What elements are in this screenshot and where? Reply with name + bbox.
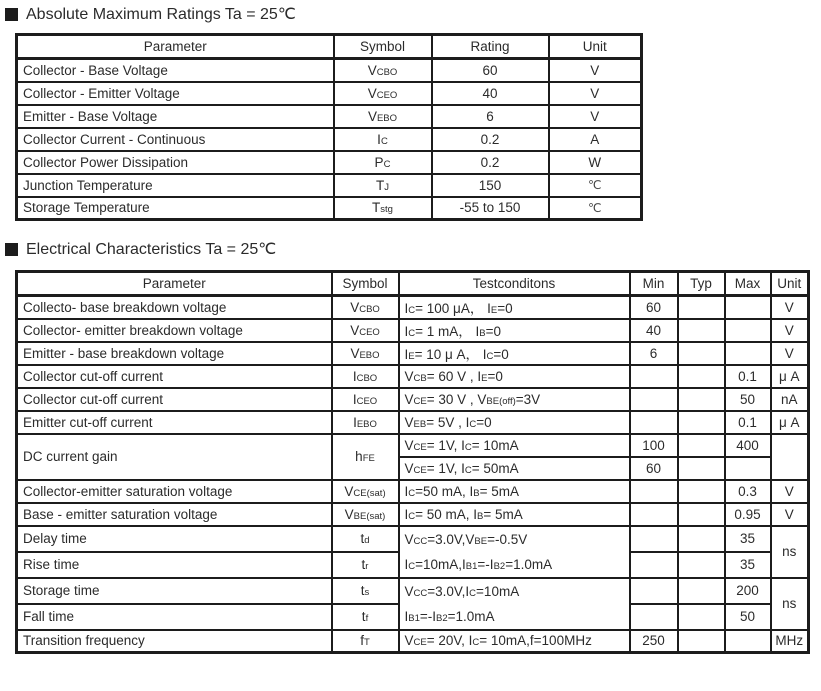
symbol-cell: IC [334, 128, 432, 151]
max-cell: 0.95 [725, 503, 771, 526]
param-cell: Junction Temperature [17, 174, 334, 197]
symbol-cell: VCBO [332, 296, 399, 319]
min-cell: 60 [630, 296, 678, 319]
section-marker-icon [5, 243, 18, 256]
header-cell-unit: Unit [771, 272, 809, 296]
param-cell: Base - emitter saturation voltage [17, 503, 332, 526]
param-cell: Collector - Base Voltage [17, 59, 334, 82]
max-cell: 50 [725, 604, 771, 630]
table-row [17, 105, 642, 128]
max-cell: 200 [725, 578, 771, 604]
param-cell: Collector Current - Continuous [17, 128, 334, 151]
table-row [17, 388, 809, 411]
table-row [17, 411, 809, 434]
table-row [17, 128, 642, 151]
cond-line: IB1=-IB2=1.0mA [404, 608, 495, 624]
rating-cell: 0.2 [432, 128, 549, 151]
param-cell: Emitter - Base Voltage [17, 105, 334, 128]
unit-cell: V [771, 296, 809, 319]
typ-cell [678, 365, 725, 388]
max-cell: 0.1 [725, 411, 771, 434]
table-row [17, 296, 809, 319]
symbol-cell: IEBO [332, 411, 399, 434]
min-cell: 40 [630, 319, 678, 342]
rating-cell: 0.2 [432, 151, 549, 174]
unit-cell: V [549, 59, 642, 82]
typ-cell [678, 630, 725, 653]
param-cell: Transition frequency [17, 630, 332, 653]
min-cell [630, 388, 678, 411]
cond-cell: IC=50 mA, IB= 5mA [399, 480, 630, 503]
min-cell [630, 604, 678, 630]
symbol-cell: TJ [334, 174, 432, 197]
param-cell: Delay time [17, 526, 332, 552]
min-cell [630, 503, 678, 526]
absolute-maximum-ratings-table [15, 33, 643, 221]
unit-cell: V [549, 82, 642, 105]
rating-cell: 6 [432, 105, 549, 128]
header-cell-max: Max [725, 272, 771, 296]
table-header-row [17, 35, 642, 59]
param-cell: Storage Temperature [17, 197, 334, 220]
table-row [17, 319, 809, 342]
min-cell: 250 [630, 630, 678, 653]
header-cell-symbol: Symbol [332, 272, 399, 296]
unit-cell [771, 434, 809, 480]
symbol-cell: VBE(sat) [332, 503, 399, 526]
rating-cell: 60 [432, 59, 549, 82]
cond-cell: VEB= 5V , IC=0 [399, 411, 630, 434]
cond-cell: VCE= 1V, IC= 50mA [399, 457, 630, 480]
param-cell: Rise time [17, 552, 332, 578]
cond-cell: VCE= 20V, IC= 10mA,f=100MHz [399, 630, 630, 653]
typ-cell [678, 578, 725, 604]
header-cell-min: Min [630, 272, 678, 296]
unit-cell: W [549, 151, 642, 174]
header-cell-parameter: Parameter [17, 272, 332, 296]
unit-cell: ℃ [549, 174, 642, 197]
unit-cell: MHz [771, 630, 809, 653]
param-cell: Fall time [17, 604, 332, 630]
param-cell: Collector-emitter saturation voltage [17, 480, 332, 503]
max-cell [725, 319, 771, 342]
cond-cell: VCB= 60 V , IE=0 [399, 365, 630, 388]
param-cell: Storage time [17, 578, 332, 604]
param-cell: Collector cut-off current [17, 388, 332, 411]
param-cell: Collecto- base breakdown voltage [17, 296, 332, 319]
header-cell-parameter: Parameter [17, 35, 334, 59]
cond-line: VCC=3.0V,IC=10mA [404, 583, 520, 599]
section-title-absolute-maximum-ratings [5, 3, 821, 25]
min-cell [630, 365, 678, 388]
typ-cell [678, 411, 725, 434]
unit-cell: V [771, 342, 809, 365]
rating-cell: 150 [432, 174, 549, 197]
rating-cell: -55 to 150 [432, 197, 549, 220]
max-cell: 0.3 [725, 480, 771, 503]
table-row [17, 526, 809, 552]
symbol-cell: ICEO [332, 388, 399, 411]
typ-cell [678, 296, 725, 319]
param-cell: Emitter cut-off current [17, 411, 332, 434]
section-title-text: Absolute Maximum Ratings Ta = 25℃ [26, 6, 296, 23]
section-title-electrical-characteristics [5, 238, 821, 260]
table-row [17, 480, 809, 503]
table-row [17, 365, 809, 388]
unit-cell: ℃ [549, 197, 642, 220]
table-row [17, 342, 809, 365]
symbol-cell: ICBO [332, 365, 399, 388]
cond-cell: IE= 10 μ A， IC=0 [399, 342, 630, 365]
header-cell-rating: Rating [432, 35, 549, 59]
typ-cell [678, 552, 725, 578]
typ-cell [678, 388, 725, 411]
symbol-cell: tr [332, 552, 399, 578]
table-row [17, 503, 809, 526]
rating-cell: 40 [432, 82, 549, 105]
cond-cell [399, 526, 630, 578]
symbol-cell: PC [334, 151, 432, 174]
min-cell [630, 526, 678, 552]
max-cell: 35 [725, 526, 771, 552]
table-row [17, 434, 809, 457]
max-cell: 400 [725, 434, 771, 457]
symbol-cell: VCE(sat) [332, 480, 399, 503]
symbol-cell: VCEO [334, 82, 432, 105]
min-cell [630, 578, 678, 604]
typ-cell [678, 342, 725, 365]
cond-cell: IC= 50 mA, IB= 5mA [399, 503, 630, 526]
symbol-cell: tf [332, 604, 399, 630]
table-row [17, 630, 809, 653]
cond-cell: VCE= 30 V , VBE(off)=3V [399, 388, 630, 411]
symbol-cell: VEBO [334, 105, 432, 128]
header-cell-unit: Unit [549, 35, 642, 59]
symbol-cell: VCBO [334, 59, 432, 82]
electrical-characteristics-table [15, 270, 810, 654]
symbol-cell: VCEO [332, 319, 399, 342]
param-cell: Collector - Emitter Voltage [17, 82, 334, 105]
table-row [17, 197, 642, 220]
symbol-cell: Tstg [334, 197, 432, 220]
cond-line: VCC=3.0V,VBE=-0.5V [404, 531, 528, 547]
section-title-text: Electrical Characteristics Ta = 25℃ [26, 241, 277, 258]
max-cell: 35 [725, 552, 771, 578]
min-cell: 60 [630, 457, 678, 480]
unit-cell: V [771, 503, 809, 526]
table-row [17, 578, 809, 604]
max-cell [725, 342, 771, 365]
cond-cell: IC= 100 μA， IE=0 [399, 296, 630, 319]
unit-cell: A [549, 128, 642, 151]
max-cell [725, 457, 771, 480]
min-cell [630, 552, 678, 578]
table-row [17, 174, 642, 197]
unit-cell: ns [771, 578, 809, 630]
header-cell-symbol: Symbol [334, 35, 432, 59]
unit-cell: μ A [771, 365, 809, 388]
typ-cell [678, 457, 725, 480]
typ-cell [678, 480, 725, 503]
max-cell [725, 630, 771, 653]
param-cell: DC current gain [17, 434, 332, 480]
unit-cell: V [549, 105, 642, 128]
min-cell: 6 [630, 342, 678, 365]
param-cell: Emitter - base breakdown voltage [17, 342, 332, 365]
min-cell: 100 [630, 434, 678, 457]
typ-cell [678, 319, 725, 342]
param-cell: Collector Power Dissipation [17, 151, 334, 174]
header-cell-typ: Typ [678, 272, 725, 296]
unit-cell: ns [771, 526, 809, 578]
max-cell: 0.1 [725, 365, 771, 388]
typ-cell [678, 526, 725, 552]
unit-cell: μ A [771, 411, 809, 434]
symbol-cell: td [332, 526, 399, 552]
symbol-cell: VEBO [332, 342, 399, 365]
symbol-cell: ts [332, 578, 399, 604]
cond-cell: IC= 1 mA， IB=0 [399, 319, 630, 342]
typ-cell [678, 434, 725, 457]
cond-line: IC=10mA,IB1=-IB2=1.0mA [404, 556, 553, 572]
table-row [17, 59, 642, 82]
table-header-row [17, 272, 809, 296]
symbol-cell: hFE [332, 434, 399, 480]
header-cell-testconditions: Testconditons [399, 272, 630, 296]
max-cell [725, 296, 771, 319]
table-row [17, 82, 642, 105]
unit-cell: V [771, 319, 809, 342]
min-cell [630, 480, 678, 503]
section-marker-icon [5, 8, 18, 21]
cond-cell: VCE= 1V, IC= 10mA [399, 434, 630, 457]
max-cell: 50 [725, 388, 771, 411]
param-cell: Collector cut-off current [17, 365, 332, 388]
param-cell: Collector- emitter breakdown voltage [17, 319, 332, 342]
table-row [17, 151, 642, 174]
min-cell [630, 411, 678, 434]
unit-cell: nA [771, 388, 809, 411]
cond-cell [399, 578, 630, 630]
typ-cell [678, 503, 725, 526]
typ-cell [678, 604, 725, 630]
unit-cell: V [771, 480, 809, 503]
symbol-cell: fT [332, 630, 399, 653]
